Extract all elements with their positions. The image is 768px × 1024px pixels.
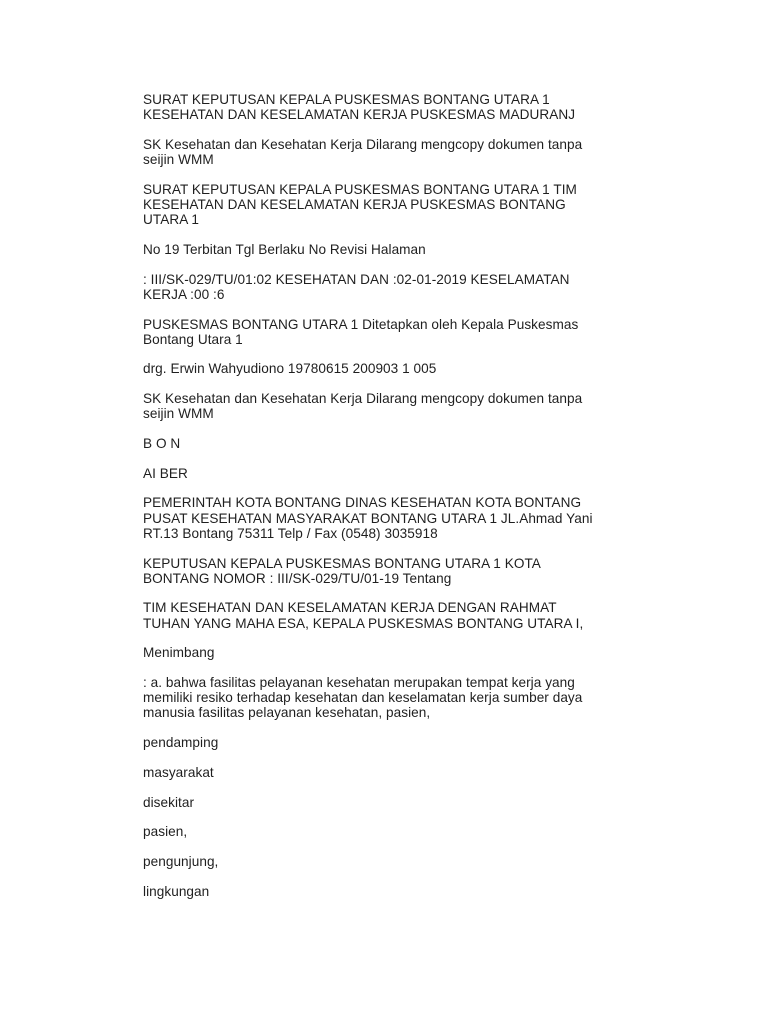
list-word: pasien, xyxy=(143,824,188,840)
list-word: masyarakat xyxy=(143,764,214,780)
letterhead-paragraph: PEMERINTAH KOTA BONTANG DINAS KESEHATAN KOTA BONTANG PUSAT KESEHATAN MASYARAKAT BONTANG UTARA 1 JL.Ahmad Yani RT.13 Bontang 75311 Telp / Fax (0548) 3035918 xyxy=(143,495,593,541)
document-header-labels: No 19 Terbitan Tgl Berlaku No Revisi Halaman xyxy=(143,241,426,257)
list-word: pengunjung, xyxy=(143,854,219,869)
title-paragraph: SURAT KEPUTUSAN KEPALA PUSKESMAS BONTANG UTARA 1 KESEHATAN DAN KESELAMATAN KERJA PUSKESMAS MADURANJ xyxy=(143,92,576,123)
signatory-line: drg. Erwin Wahyudiono 19780615 200903 1 005 xyxy=(143,361,437,377)
decree-title: SURAT KEPUTUSAN KEPALA PUSKESMAS BONTANG UTARA 1 TIM KESEHATAN DAN KESELAMATAN KERJA PUSKESMAS BONTANG UTARA 1 xyxy=(143,181,577,228)
decree-number-paragraph: KEPUTUSAN KEPALA PUSKESMAS BONTANG UTARA 1 KOTA BONTANG NOMOR : III/SK-029/TU/01-19 Tentang xyxy=(143,555,541,586)
document-header-values: : III/SK-029/TU/01:02 KESEHATAN DAN :02-01-2019 KESELAMATAN KERJA :00 :6 xyxy=(143,271,570,302)
approval-paragraph: PUSKESMAS BONTANG UTARA 1 Ditetapkan oleh Kepala Puskesmas Bontang Utara 1 xyxy=(143,316,579,347)
list-word: pendamping xyxy=(143,735,219,751)
consideration-paragraph: : a. bahwa fasilitas pelayanan kesehatan merupakan tempat kerja yang memiliki resiko terhadap kesehatan dan keselamatan kerja sumber daya manusia fasilitas pelayanan kesehatan, pasien, xyxy=(143,675,583,721)
fragment-text: AI BER xyxy=(143,465,188,481)
section-heading-menimbang: Menimbang xyxy=(143,645,215,661)
copy-notice: SK Kesehatan dan Kesehatan Kerja Dilarang mengcopy dokumen tanpa seijin WMM xyxy=(143,136,583,168)
copy-notice: SK Kesehatan dan Kesehatan Kerja Dilarang mengcopy dokumen tanpa seijin WMM xyxy=(143,391,583,422)
list-word: disekitar xyxy=(143,794,195,810)
decree-subject-paragraph: TIM KESEHATAN DAN KESELAMATAN KERJA DENGAN RAHMAT TUHAN YANG MAHA ESA, KEPALA PUSKESMAS BONTANG UTARA I, xyxy=(143,600,584,631)
fragment-text: B O N xyxy=(143,436,181,452)
list-word: lingkungan xyxy=(143,883,210,899)
document-body xyxy=(143,92,683,913)
